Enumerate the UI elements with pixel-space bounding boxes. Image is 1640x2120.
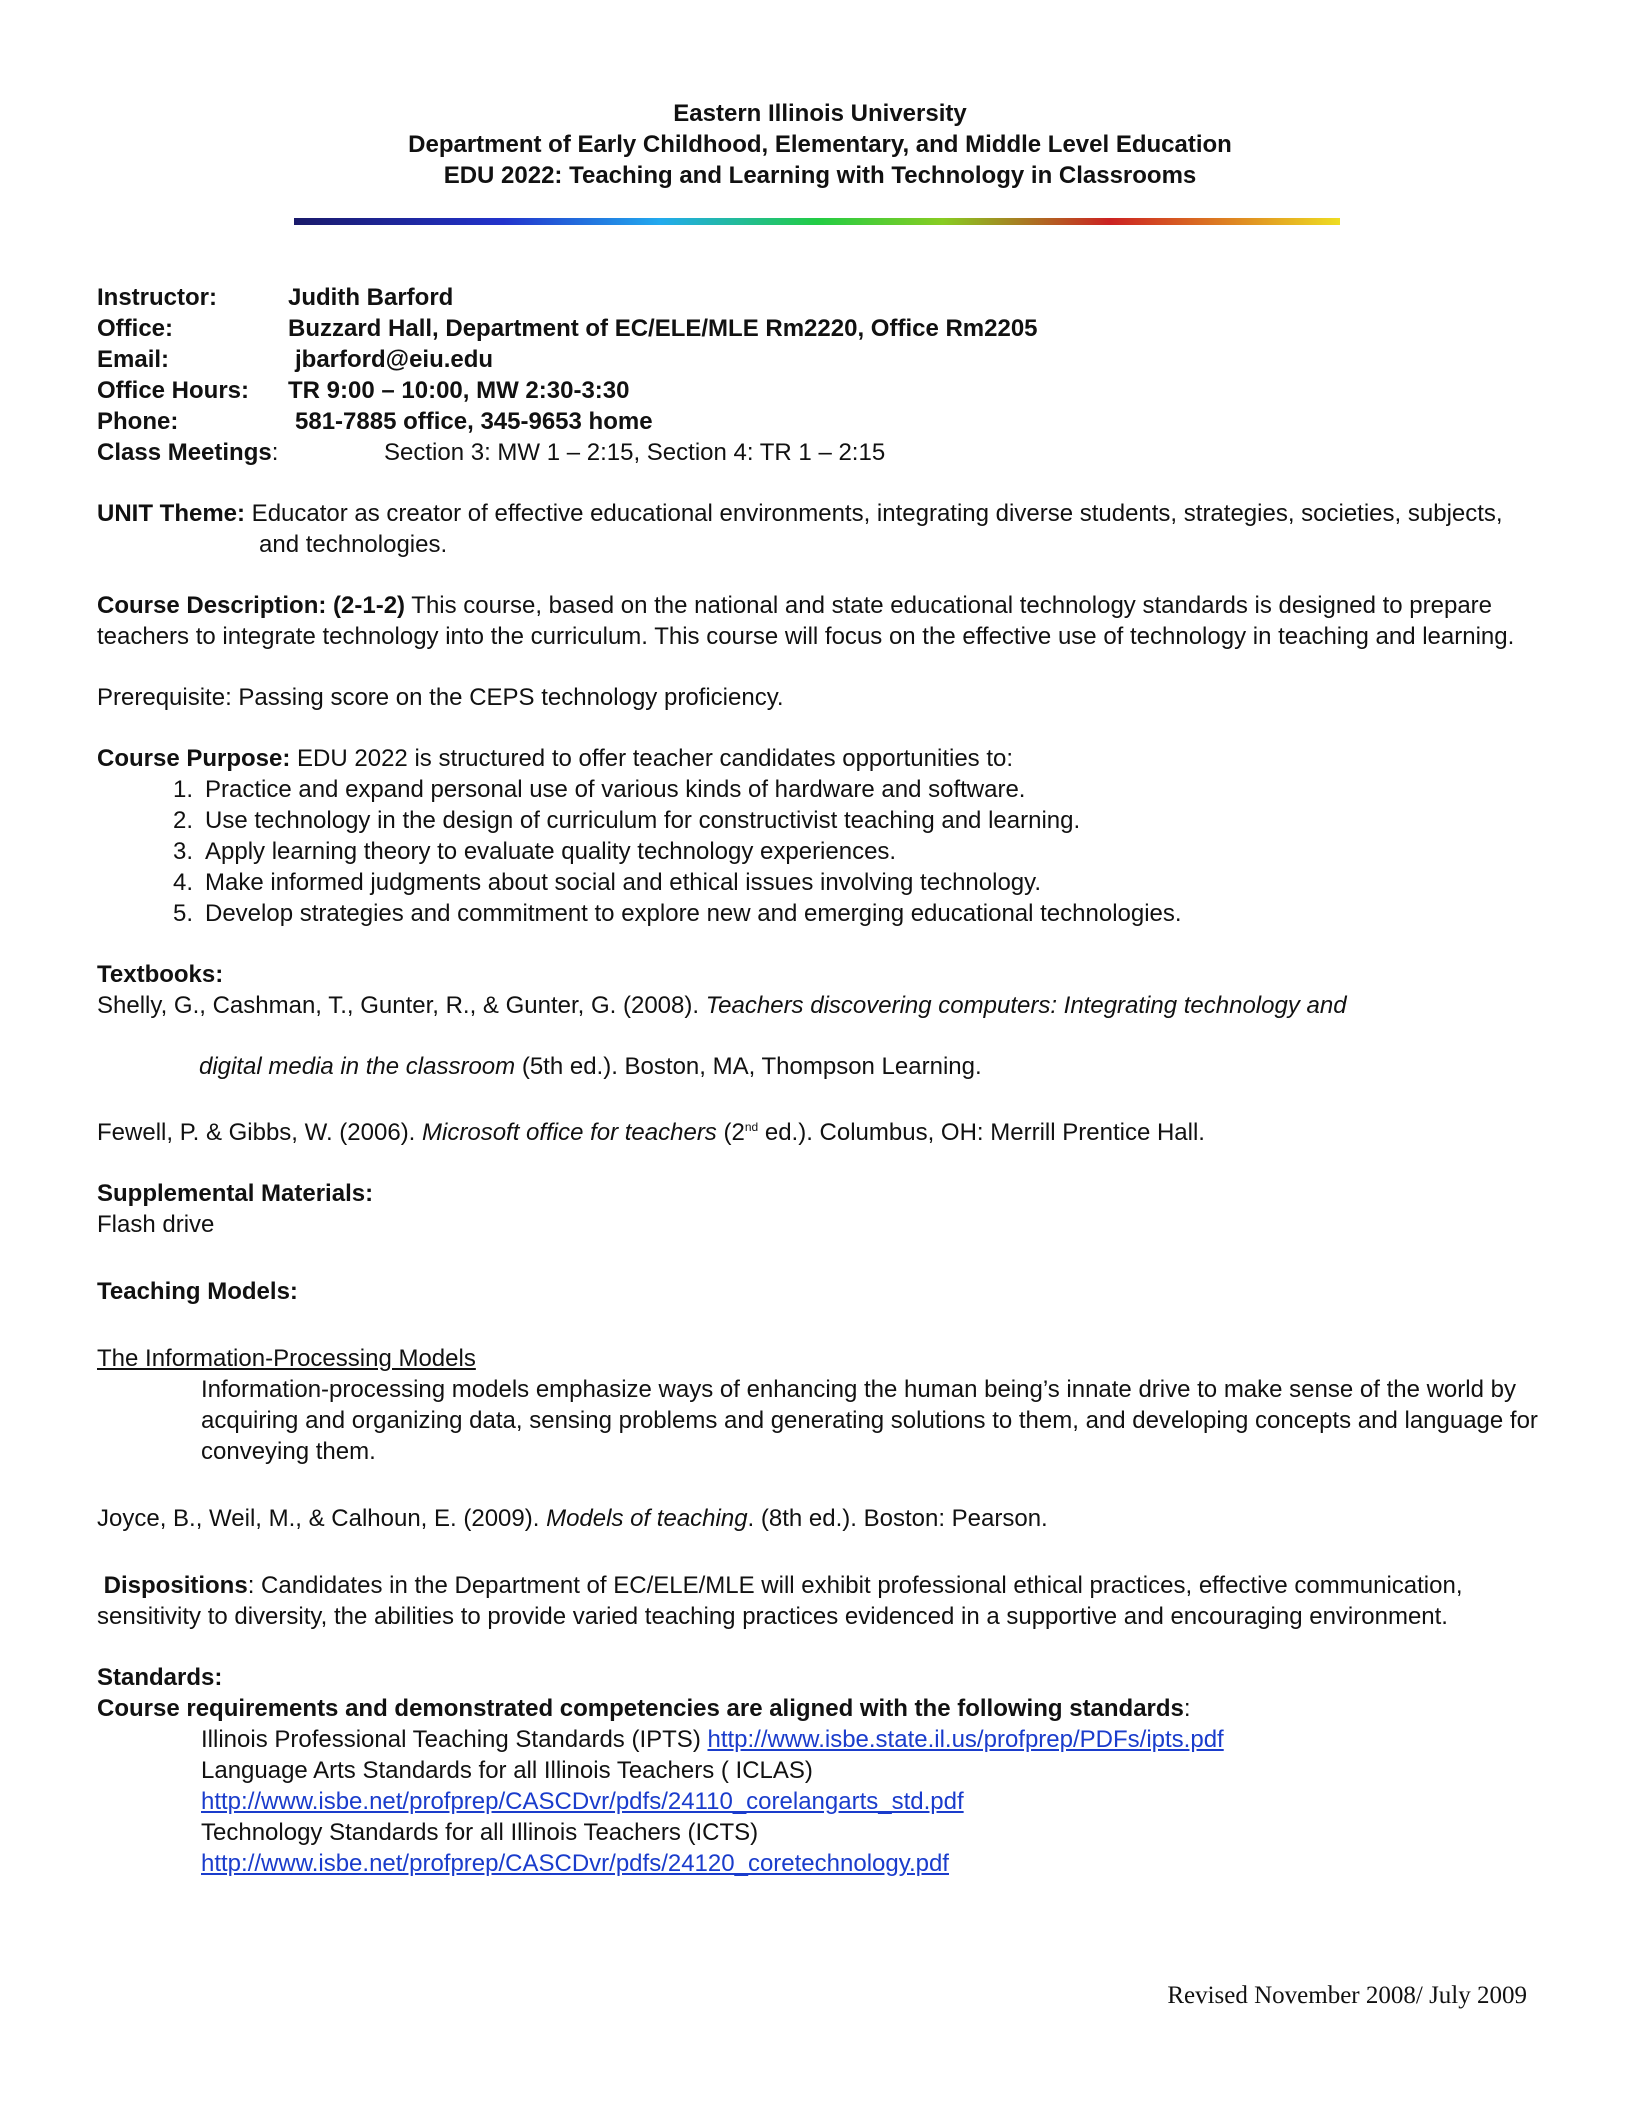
course-description-text: This course, based on the national and state educational technology standards is designed to prepare teachers to integrate technology into the curriculum. This course will focus on the effective use of technology in teaching and learning. <box>97 592 1515 650</box>
textbook-2: Fewell, P. & Gibbs, W. (2006). Microsoft office for teachers (2nd ed.). Columbus, OH: Merrill Prentice Hall. <box>97 1119 1205 1146</box>
instructor-label: Instructor: <box>97 284 217 311</box>
contact-info <box>97 282 1557 468</box>
university-name: Eastern Illinois University <box>673 100 967 127</box>
dispositions: Dispositions: Candidates in the Department of EC/ELE/MLE will exhibit professional ethical practices, effective communication, sensitivity to diversity, the abilities to provide varied teaching practices evidenced in a supportive and encouraging environment. <box>97 1572 1463 1630</box>
course-description <box>97 590 1557 652</box>
supplemental-text: Flash drive <box>97 1211 215 1238</box>
standards-heading: Standards: <box>97 1664 223 1691</box>
unit-theme-label: UNIT Theme: <box>97 500 246 527</box>
office-hours-value: TR 9:00 – 10:00, MW 2:30-3:30 <box>288 377 630 404</box>
list-item: 5. Develop strategies and commitment to explore new and emerging educational technologies. <box>172 900 1182 927</box>
revision-note: Revised November 2008/ July 2009 <box>1167 1982 1527 2009</box>
email-label: Email: <box>97 346 170 373</box>
icts-link[interactable]: http://www.isbe.net/profprep/CASCDvr/pdfs/24120_coretechnology.pdf <box>201 1850 949 1877</box>
prerequisite: Prerequisite: Passing score on the CEPS technology proficiency. <box>97 684 784 711</box>
class-meetings-row <box>97 437 1557 468</box>
unit-theme-text: Educator as creator of effective educational environments, integrating diverse students, strategies, societies, subjects, <box>245 500 1503 527</box>
class-meetings-colon: : <box>271 439 279 466</box>
rainbow-divider <box>294 218 1340 225</box>
list-item: Information-processing models emphasize ways of enhancing the human being’s innate drive to make sense of the world by acquiring and organizing data, sensing problems and generating solutions to them, and developing concepts and language for conveying them. <box>97 1374 1557 1467</box>
course-purpose-label: Course Purpose: <box>97 745 291 772</box>
class-meetings-value: Section 3: MW 1 – 2:15, Section 4: TR 1 – 2:15 <box>384 439 886 466</box>
syllabus-body <box>97 282 1557 1879</box>
unit-theme <box>97 498 1557 529</box>
textbook-1-continued: digital media in the classroom (5th ed.). Boston, MA, Thompson Learning. <box>199 1053 982 1080</box>
unit-theme-continued: and technologies. <box>259 531 448 558</box>
textbooks-heading: Textbooks: <box>97 961 224 988</box>
course-description-label: Course Description: (2-1-2) <box>97 592 406 619</box>
bullet-icon <box>97 1724 201 1755</box>
list-item: 4. Make informed judgments about social and ethical issues involving technology. <box>172 869 1042 896</box>
phone-value: 581-7885 office, 345-9653 home <box>295 408 653 435</box>
office-row <box>97 313 1557 344</box>
purpose-list <box>97 774 1557 929</box>
office-value: Buzzard Hall, Department of EC/ELE/MLE Rm2220, Office Rm2205 <box>288 315 1038 342</box>
ipts-link[interactable]: http://www.isbe.state.il.us/profprep/PDFs/ipts.pdf <box>707 1726 1224 1753</box>
course-purpose <box>97 743 1557 774</box>
class-meetings-label: Class Meetings <box>97 439 272 466</box>
phone-label: Phone: <box>97 408 179 435</box>
office-hours-label: Office Hours: <box>97 377 250 404</box>
bullet-icon <box>97 1374 201 1467</box>
list-item: 3. Apply learning theory to evaluate quality technology experiences. <box>172 838 897 865</box>
office-hours-row <box>97 375 1557 406</box>
bullet-icon <box>97 1817 201 1879</box>
list-item: 2. Use technology in the design of curriculum for constructivist teaching and learning. <box>172 807 1081 834</box>
information-processing-subhead: The Information-Processing Models <box>97 1345 476 1372</box>
teaching-models-heading: Teaching Models: <box>97 1278 298 1305</box>
email-value: jbarford@eiu.edu <box>295 346 494 373</box>
list-item: Language Arts Standards for all Illinois Teachers ( ICLAS) http://www.isbe.net/profprep/CASCDvr/pdfs/24110_corelangarts_std.pdf <box>97 1755 1557 1817</box>
iclas-link[interactable]: http://www.isbe.net/profprep/CASCDvr/pdfs/24110_corelangarts_std.pdf <box>201 1788 964 1815</box>
textbook-1: Shelly, G., Cashman, T., Gunter, R., & Gunter, G. (2008). Teachers discovering computers: Integrating technology and <box>97 992 1347 1019</box>
list-item: Illinois Professional Teaching Standards (IPTS) http://www.isbe.state.il.us/profprep/PDFs/ipts.pdf <box>97 1724 1557 1755</box>
office-label: Office: <box>97 315 174 342</box>
bullet-icon <box>97 1755 201 1817</box>
course-purpose-text: EDU 2022 is structured to offer teacher candidates opportunities to: <box>290 745 1014 772</box>
models-reference: Joyce, B., Weil, M., & Calhoun, E. (2009). Models of teaching. (8th ed.). Boston: Pearson. <box>97 1505 1048 1532</box>
instructor-row <box>97 282 1557 313</box>
course-title: EDU 2022: Teaching and Learning with Technology in Classrooms <box>443 162 1197 189</box>
dispositions-label: Dispositions <box>103 1572 248 1599</box>
email-row <box>97 344 1557 375</box>
phone-row <box>97 406 1557 437</box>
supplemental-heading: Supplemental Materials: <box>97 1180 374 1207</box>
instructor-value: Judith Barford <box>288 284 454 311</box>
list-item: 1. Practice and expand personal use of various kinds of hardware and software. <box>172 776 1026 803</box>
list-item: Technology Standards for all Illinois Teachers (ICTS) http://www.isbe.net/profprep/CASCDvr/pdfs/24120_coretechnology.pdf <box>97 1817 1557 1879</box>
department-name: Department of Early Childhood, Elementary, and Middle Level Education <box>408 131 1232 158</box>
standards-intro: Course requirements and demonstrated competencies are aligned with the following standards: <box>97 1695 1191 1722</box>
document-header <box>0 98 1640 191</box>
